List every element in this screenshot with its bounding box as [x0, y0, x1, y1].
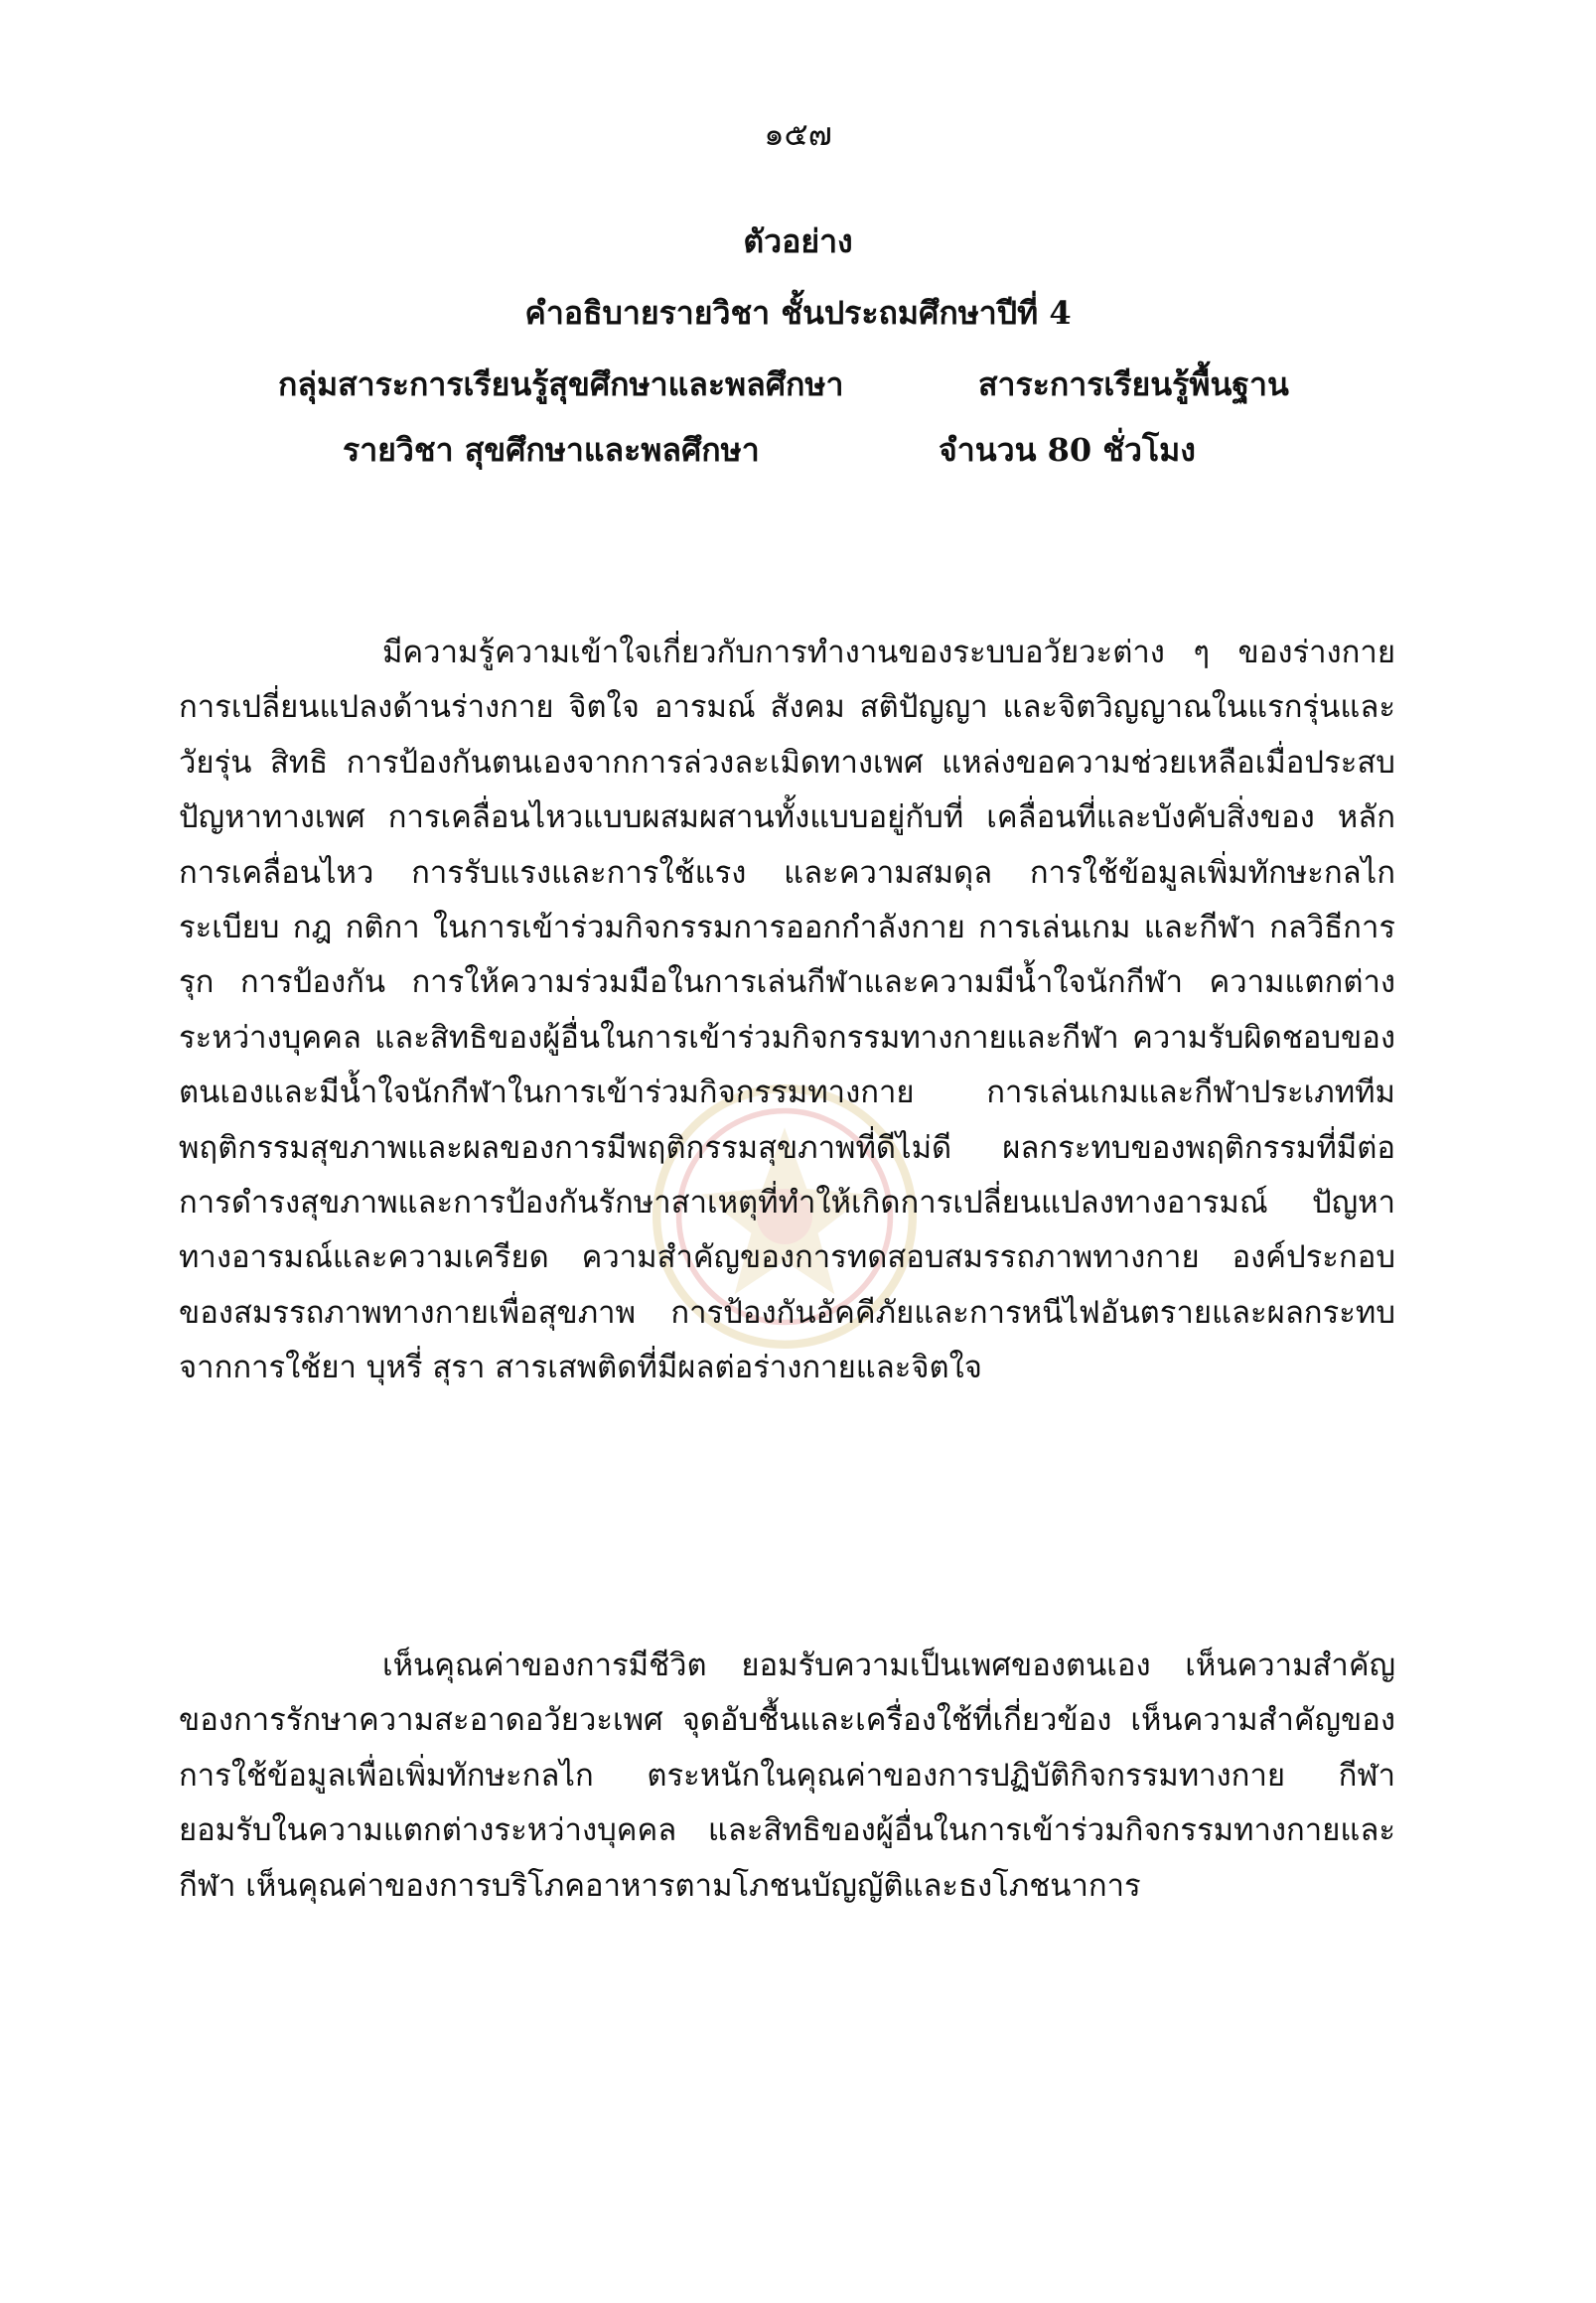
course-description-heading: คำอธิบายรายวิชา ชั้นประถมศึกษาปีที่ 4 — [524, 294, 1072, 332]
description-paragraph-attitude: เห็นคุณค่าของการมีชีวิต ยอมรับความเป็นเพศของตนเอง เห็นความสำคัญของการรักษาความสะอาดอวัยวะเพศ จุดอับชื้นและเครื่องใช้ที่เกี่ยวข้อง เห็นความสำคัญของการใช้ข้อมูลเพื่อเพิ่มทักษะกลไก ตระหนักในคุณค่าของการปฏิบัติกิจกรรมทางกาย กีฬา ยอมรับในความแตกต่างระหว่างบุคคล และสิทธิของผู้อื่นในการเข้าร่วมกิจกรรมทางกายและกีฬา เห็นคุณค่าของการบริโภคอาหารตามโภชนบัญญัติและธงโภชนาการ — [179, 1648, 1395, 1904]
learning-area-label: กลุ่มสาระการเรียนรู้สุขศึกษาและพลศึกษา — [278, 365, 844, 403]
document-title: ตัวอย่าง — [743, 222, 853, 260]
strand-type-label: สาระการเรียนรู้พื้นฐาน — [978, 365, 1289, 403]
description-paragraph-knowledge: มีความรู้ความเข้าใจเกี่ยวกับการทำงานของระบบอวัยวะต่าง ๆ ของร่างกาย การเปลี่ยนแปลงด้านร่างกาย จิตใจ อารมณ์ สังคม สติปัญญา และจิตวิญญาณในแรกรุ่นและวัยรุ่น สิทธิ การป้องกันตนเองจากการล่วงละเมิดทางเพศ แหล่งขอความช่วยเหลือเมื่อประสบปัญหาทางเพศ การเคลื่อนไหวแบบผสมผสานทั้งแบบอยู่กับที่ เคลื่อนที่และบังคับสิ่งของ หลักการเคลื่อนไหว การรับแรงและการใช้แรง และความสมดุล การใช้ข้อมูลเพิ่มทักษะกลไก ระเบียบ กฎ กติกา ในการเข้าร่วมกิจกรรมการออกกำลังกาย การเล่นเกม และกีฬา กลวิธีการรุก การป้องกัน การให้ความร่วมมือในการเล่นกีฬาและความมีน้ำใจนักกีฬา ความแตกต่างระหว่างบุคคล และสิทธิของผู้อื่นในการเข้าร่วมกิจกรรมทางกายและกีฬา ความรับผิดชอบของตนเองและมีน้ำใจนักกีฬาในการเข้าร่วมกิจกรรมทางกาย การเล่นเกมและกีฬาประเภททีม พฤติกรรมสุขภาพและผลของการมีพฤติกรรมสุขภาพที่ดีไม่ดี ผลกระทบของพฤติกรรมที่มีต่อการดำรงสุขภาพและการป้องกันรักษาสาเหตุที่ทำให้เกิดการเปลี่ยนแปลงทางอารมณ์ ปัญหาทางอารมณ์และความเครียด ความสำคัญของการทดสอบสมรรถภาพทางกาย องค์ประกอบของสมรรถภาพทางกายเพื่อสุขภาพ การป้องกันอัคคีภัยและการหนีไฟอันตรายและผลกระทบจากการใช้ยา บุหรี่ สุรา สารเสพติดที่มีผลต่อร่างกายและจิตใจ — [179, 635, 1395, 1386]
course-hours-label: จำนวน 80 ชั่วโมง — [939, 431, 1196, 469]
page-number: ๑๕๗ — [764, 115, 832, 153]
course-name-label: รายวิชา สุขศึกษาและพลศึกษา — [343, 431, 760, 469]
